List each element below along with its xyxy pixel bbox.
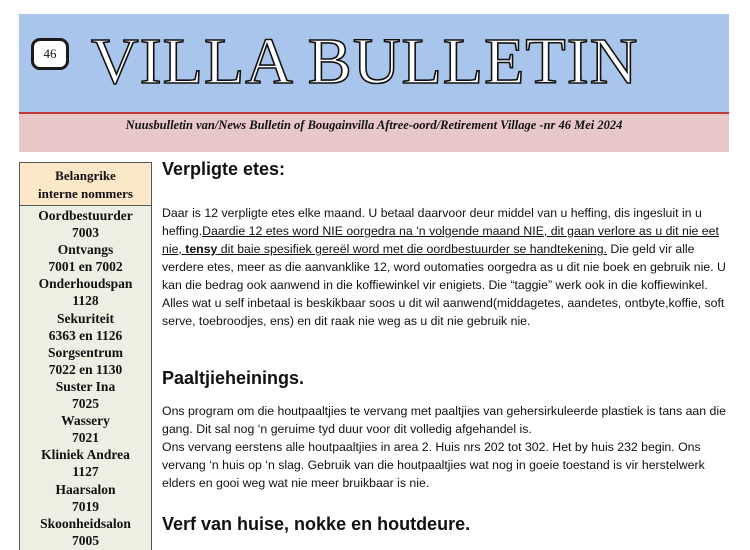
sidebar-heading-line2: interne nommers: [38, 186, 133, 201]
contact-list: [20, 206, 151, 549]
issue-number-badge: 46: [31, 38, 69, 70]
internal-numbers-sidebar: [19, 162, 152, 550]
contact-number: 7005: [72, 532, 99, 548]
contact-number: 1127: [72, 464, 99, 480]
contact-number: 1128: [72, 293, 99, 309]
contact-name: Haarsalon: [55, 481, 116, 497]
contact-name: Wassery: [61, 413, 110, 429]
contact-name: Onderhoudspan: [38, 276, 133, 292]
paragraph: Ons vervang eerstens alle houtpaaltjies in area 2. Huis nrs 202 tot 302. Het by huis 232 begin. Ons vervang ‘n huis op ‘n slag. Gebruik van die houtpaaltjies wat nog in goeie toestand is vir herstelwerk elders en gooi weg wat nie meer bruikbaar is nie.: [162, 440, 705, 490]
article-body-paaltjie: [162, 402, 732, 492]
contact-number: 7025: [72, 396, 99, 412]
contact-name: Oordbestuurder: [38, 208, 133, 223]
body-text: Daar is 12 verpligte etes elke maand. U betaal daarvoor deur middel van u heffing, dis ingesluit in u heffing.: [162, 206, 702, 238]
underlined-text: dit baie spesifiek gereël word met die oordbestuurder se handtekening.: [217, 242, 608, 256]
contact-number: 7001 en 7002: [48, 259, 123, 275]
contact-number: 7022 en 1130: [48, 361, 123, 377]
contact-name: Skoonheidsalon: [40, 515, 131, 531]
underlined-text: Daardie 12 etes word NIE oorgedra na ‘n volgende maand NIE, dit gaan verlore as u dit nie eet nie,: [162, 224, 719, 256]
contact-number: 7021: [72, 430, 99, 446]
contact-name: Ontvangs: [57, 242, 114, 258]
contact-number: 7019: [72, 498, 99, 514]
article-heading-paaltjie: Paaltjieheinings.: [162, 368, 305, 388]
sidebar-heading-line1: Belangrike: [55, 168, 116, 183]
contact-number: 7003: [72, 225, 99, 241]
sidebar-heading: [19, 162, 152, 206]
contact-name: Sorgsentrum: [48, 344, 123, 360]
masthead-title: VILLA BULLETIN: [91, 25, 639, 98]
masthead-banner: [19, 14, 729, 112]
contact-name: Suster Ina: [55, 378, 116, 394]
contact-name: Sekuriteit: [57, 310, 114, 326]
article-heading-verf: Verf van huise, nokke en houtdeure.: [162, 514, 471, 534]
article-heading-verpligte: Verpligte etes:: [162, 159, 286, 179]
article-body-verpligte: [162, 204, 732, 330]
contact-number: 6363 en 1126: [48, 327, 123, 343]
contact-name: Kliniek Andrea: [41, 447, 130, 463]
body-text: Die geld vir alle verdere etes, meer as die aanvanklike 12, word outomaties oorgedra as u dit nie boek en gebruik nie. U kan die bedrag ook aanwend in die koffiewinkel vir enigiets. Die “taggie” werk ook in die koffiewinkel. Alles wat u self inbetaal is beskikbaar soos u dit wil aanwend(middagetes, aandetes, ontbyte,koffie, soft serve, toebroodjes, ens) en dit raak nie weg as u dit nie gebruik nie.: [162, 242, 726, 328]
subtitle-band: [19, 114, 729, 152]
newsletter-subtitle: Nuusbulletin van/News Bulletin of Bougainvilla Aftree-oord/Retirement Village -nr 46 Mei 2024: [125, 118, 623, 132]
paragraph: Ons program om die houtpaaltjies te vervang met paaltjies van gehersirkuleerde plastiek is tans aan die gang. Dit sal nog ‘n geruime tyd duur voor dit volledig afgehandel is.: [162, 404, 726, 436]
emphasis-tensy: tensy: [185, 242, 218, 256]
